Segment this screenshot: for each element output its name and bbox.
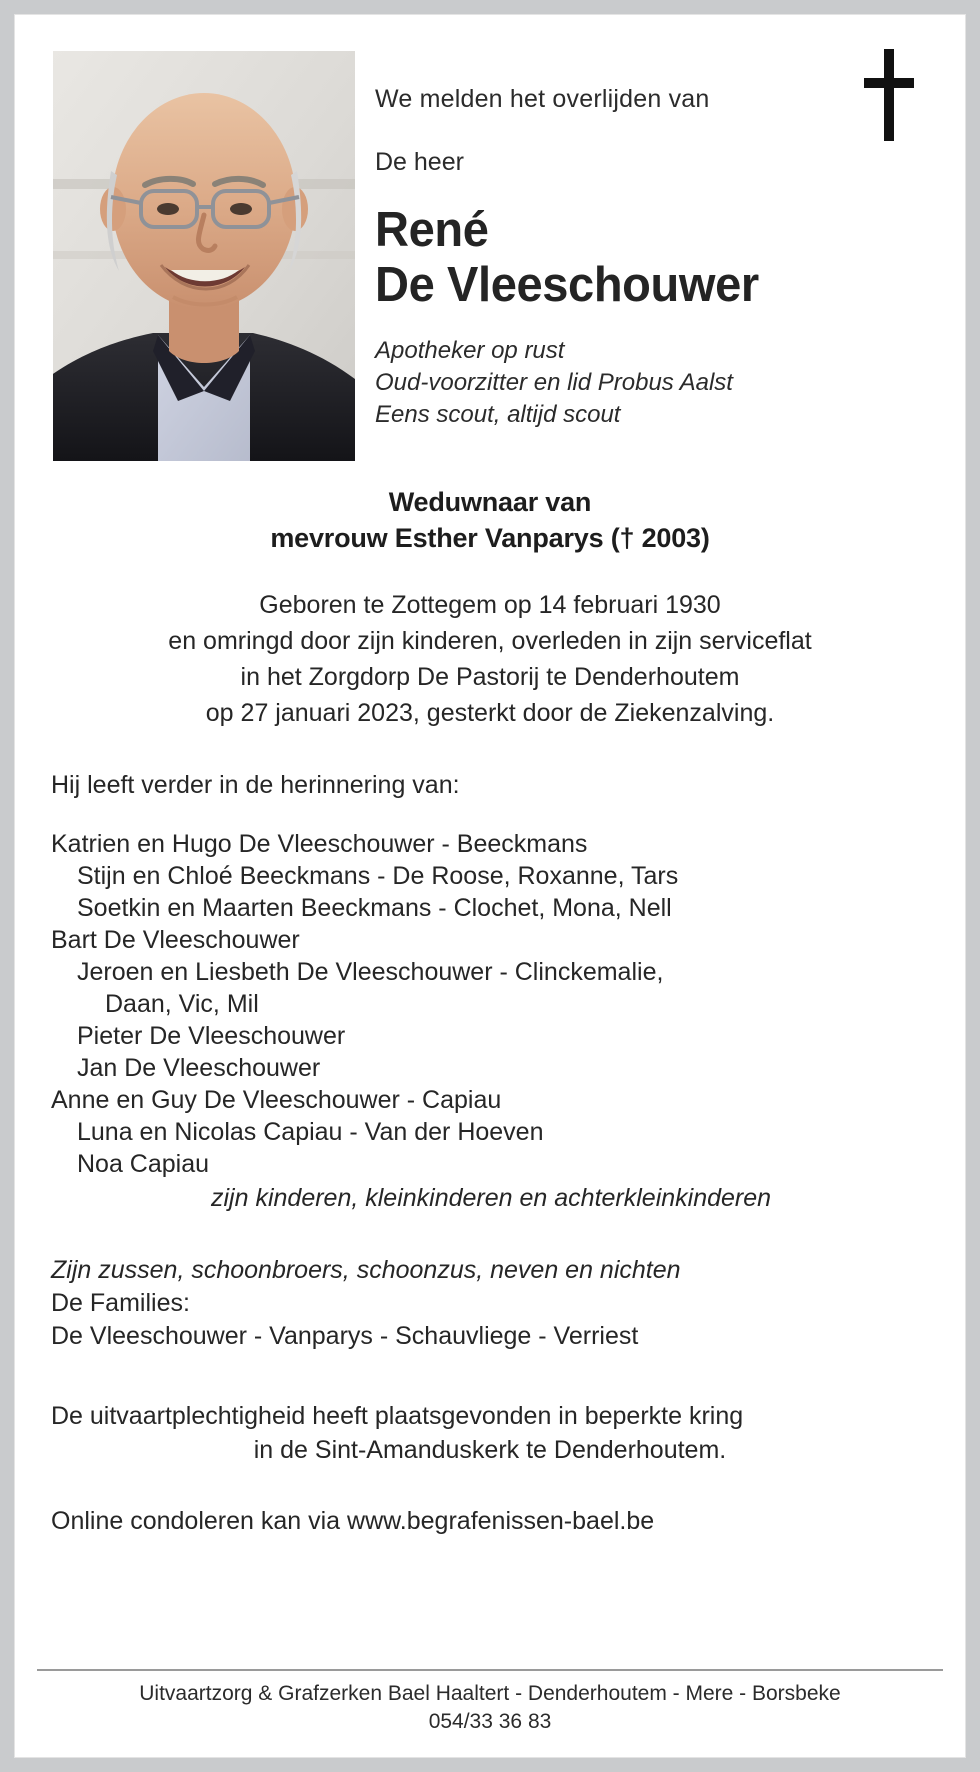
- deceased-titles: [375, 335, 925, 431]
- list-item: Noa Capiau: [77, 1150, 210, 1179]
- list-item: Katrien en Hugo De Vleeschouwer - Beeckmans: [51, 830, 588, 859]
- announcement-line: We melden het overlijden van: [375, 85, 710, 113]
- footer-divider: [37, 1669, 943, 1671]
- salutation-line: De heer: [375, 148, 464, 176]
- deceased-first-name: René: [375, 203, 489, 257]
- birth-death-block: [51, 588, 929, 731]
- funeral-home-phone: 054/33 36 83: [428, 1709, 552, 1733]
- family-list: [51, 828, 929, 1214]
- list-item: Soetkin en Maarten Beeckmans - Clochet, Mona, Nell: [77, 894, 672, 923]
- death-line-2: in het Zorgdorp De Pastorij te Denderhoutem: [240, 662, 740, 691]
- list-item: Jeroen en Liesbeth De Vleeschouwer - Clinckemalie,: [77, 958, 664, 987]
- condolence-line: Online condoleren kan via www.begrafenissen-bael.be: [51, 1507, 655, 1536]
- deceased-title-line: Eens scout, altijd scout: [375, 401, 621, 429]
- memorial-card: [14, 14, 966, 1758]
- portrait-photo: [53, 51, 355, 461]
- list-item: Pieter De Vleeschouwer: [77, 1022, 346, 1051]
- list-item: Bart De Vleeschouwer: [51, 926, 300, 955]
- funeral-home-footer: [15, 1680, 965, 1735]
- relatives-block: [51, 1254, 929, 1353]
- relatives-line: Zijn zussen, schoonbroers, schoonzus, neven en nichten: [51, 1256, 681, 1285]
- death-line-3: op 27 januari 2023, gesterkt door de Ziekenzalving.: [205, 698, 775, 727]
- service-line-1: De uitvaartplechtigheid heeft plaatsgevonden in beperkte kring: [51, 1402, 744, 1431]
- widower-label: Weduwnaar van: [388, 487, 592, 517]
- card-header: [15, 15, 965, 435]
- birth-line: Geboren te Zottegem op 14 februari 1930: [259, 591, 721, 620]
- list-item: Jan De Vleeschouwer: [77, 1054, 321, 1083]
- families-names: De Vleeschouwer - Vanparys - Schauvliege - Verriest: [51, 1322, 639, 1351]
- family-caption: zijn kinderen, kleinkinderen en achterkleinkinderen: [211, 1184, 772, 1213]
- header-text-block: [375, 85, 925, 431]
- deceased-title-line: Apotheker op rust: [375, 336, 565, 364]
- spouse-name: mevrouw Esther Vanparys († 2003): [270, 522, 710, 553]
- list-item: Daan, Vic, Mil: [105, 990, 259, 1019]
- deceased-last-name: De Vleeschouwer: [375, 257, 759, 312]
- list-item: Anne en Guy De Vleeschouwer - Capiau: [51, 1086, 502, 1115]
- funeral-home-name: Uitvaartzorg & Grafzerken Bael Haaltert - Denderhoutem - Mere - Borsbeke: [139, 1682, 841, 1706]
- widower-block: [51, 485, 929, 556]
- deceased-title-line: Oud-voorzitter en lid Probus Aalst: [375, 368, 733, 396]
- service-block: [51, 1399, 929, 1467]
- list-item: Stijn en Chloé Beeckmans - De Roose, Roxanne, Tars: [77, 862, 679, 891]
- death-line-1: en omringd door zijn kinderen, overleden in zijn serviceflat: [168, 627, 812, 655]
- memory-intro: Hij leeft verder in de herinnering van:: [51, 771, 460, 800]
- service-line-2: in de Sint-Amanduskerk te Denderhoutem.: [253, 1436, 727, 1465]
- list-item: Luna en Nicolas Capiau - Van der Hoeven: [77, 1118, 544, 1147]
- card-body: [15, 485, 965, 1536]
- families-label: De Families:: [51, 1289, 190, 1318]
